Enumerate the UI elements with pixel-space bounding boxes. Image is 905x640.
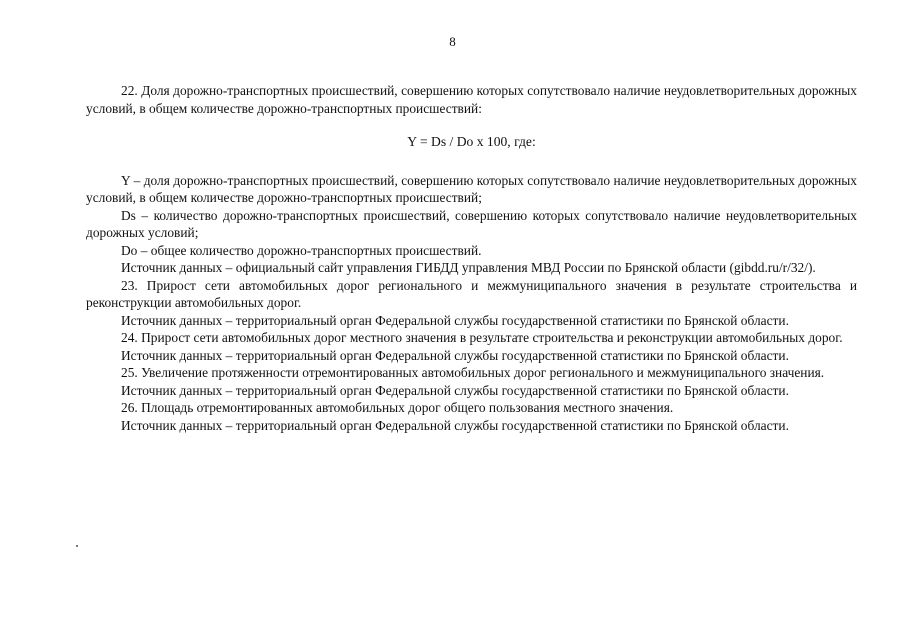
paragraph-22: 22. Доля дорожно-транспортных происшествий, совершению которых сопутствовало наличие неудовлетворительных дорожных условий, в общем количестве дорожно-транспортных происшествий: — [86, 83, 857, 116]
document-body — [86, 82, 857, 434]
margin-mark — [76, 545, 78, 547]
source-25: Источник данных – территориальный орган Федеральной службы государственной статистики по Брянской области. — [121, 382, 789, 398]
page-number: 8 — [449, 34, 456, 49]
source-22: Источник данных – официальный сайт управления ГИБДД управления МВД России по Брянской области (gibdd.ru/r/32/). — [121, 260, 816, 275]
paragraph-26: 26. Площадь отремонтированных автомобильных дорог общего пользования местного значения. — [121, 400, 674, 415]
paragraph-24: 24. Прирост сети автомобильных дорог местного значения в результате строительства и реконструкции автомобильных дорог. — [121, 330, 843, 345]
definition-y: Y – доля дорожно-транспортных происшествий, совершению которых сопутствовало наличие неудовлетворительных дорожных условий, в общем количестве дорожно-транспортных происшествий; — [86, 172, 857, 205]
formula: Y = Ds / Do x 100, где: — [407, 134, 536, 149]
paragraph-23: 23. Прирост сети автомобильных дорог регионального и межмуниципального значения в результате строительства и реконструкции автомобильных дорог. — [86, 277, 857, 310]
definition-do: Do – общее количество дорожно-транспортных происшествий. — [121, 242, 482, 258]
source-23: Источник данных – территориальный орган Федеральной службы государственной статистики по Брянской области. — [121, 312, 789, 328]
paragraph-25: 25. Увеличение протяженности отремонтированных автомобильных дорог регионального и межмуниципального значения. — [121, 365, 825, 380]
source-26: Источник данных – территориальный орган Федеральной службы государственной статистики по Брянской области. — [121, 417, 789, 433]
definition-ds: Ds – количество дорожно-транспортных происшествий, совершению которых сопутствовало наличие неудовлетворительных дорожных условий; — [86, 207, 857, 240]
source-24: Источник данных – территориальный орган Федеральной службы государственной статистики по Брянской области. — [121, 347, 789, 363]
